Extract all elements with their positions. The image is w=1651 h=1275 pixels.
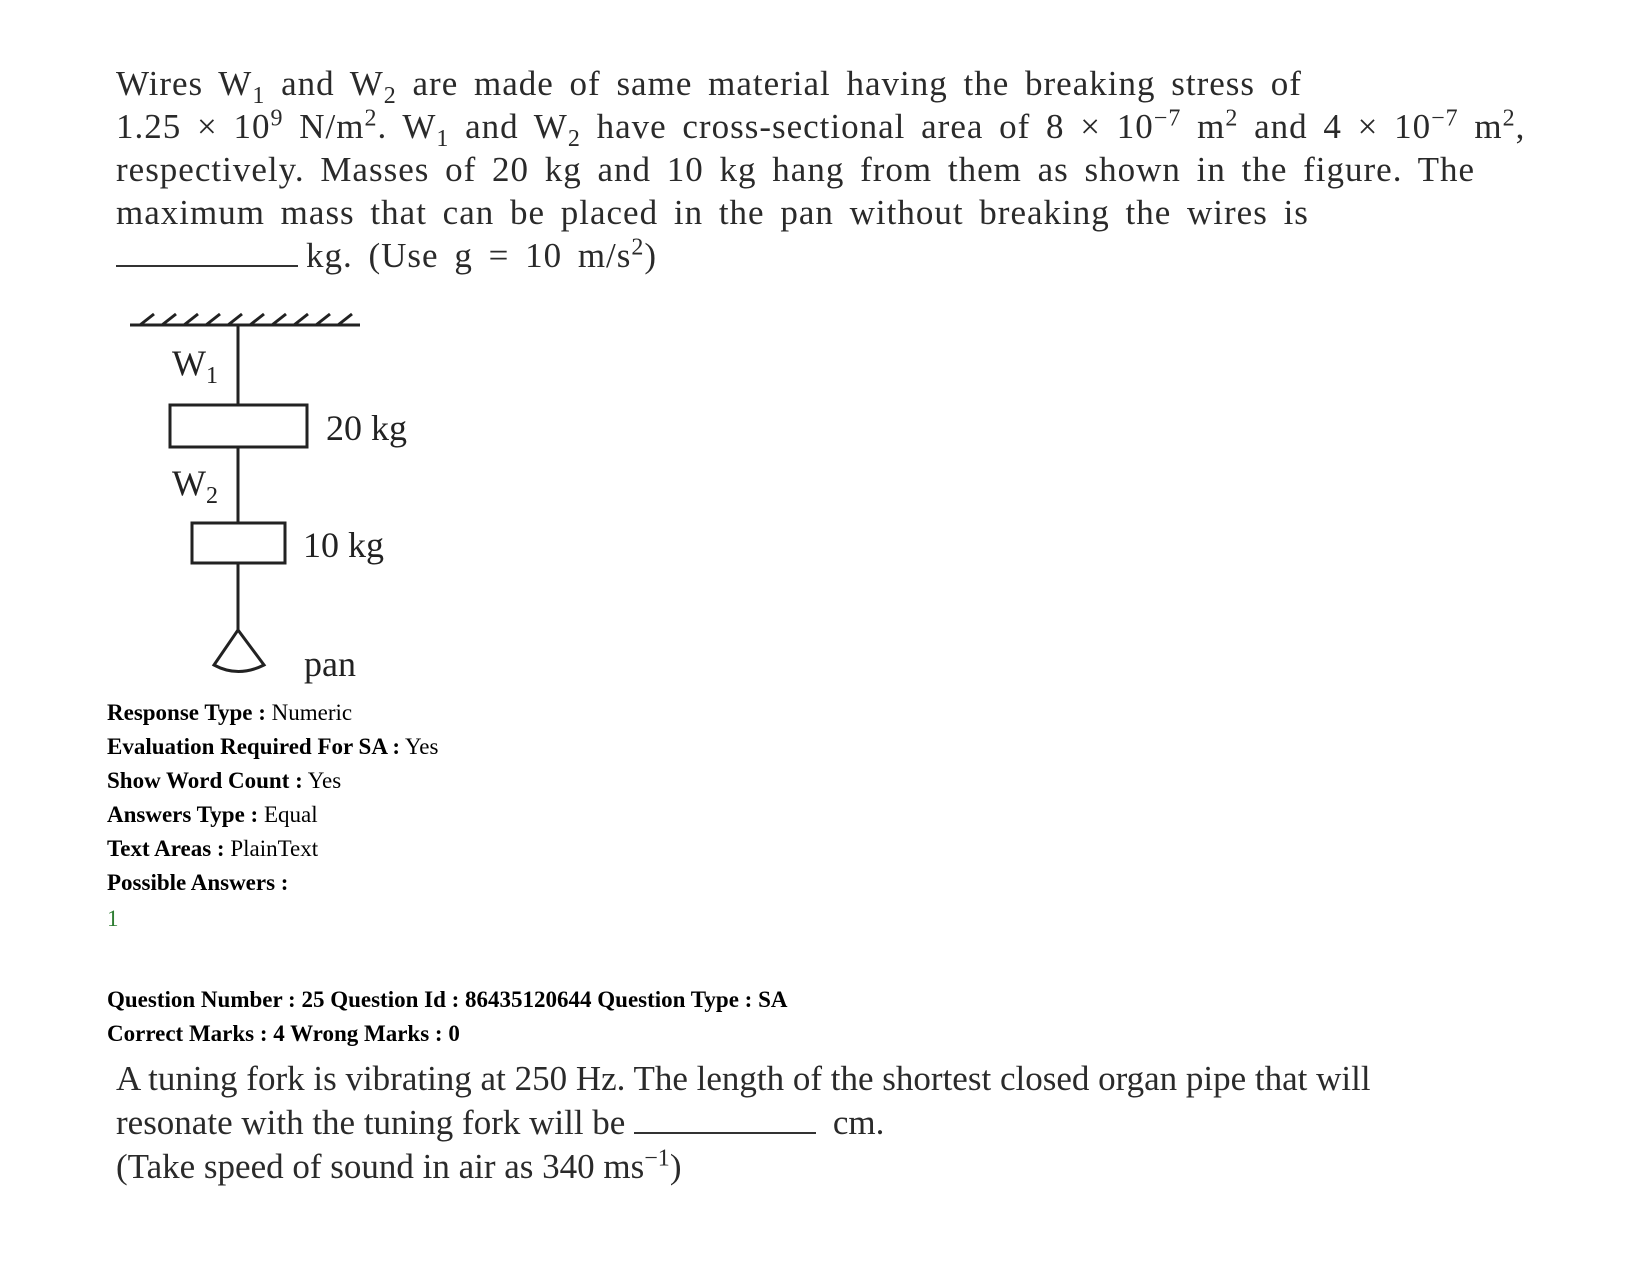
question-25-header (107, 983, 788, 1051)
pan-shape (214, 630, 264, 672)
ceiling-support (130, 314, 360, 325)
word-count-row: Show Word Count : Yes (107, 768, 342, 793)
pan-label: pan (304, 644, 356, 684)
q24-line-2: $1.25 \times 10^9$ $N/m^2$. $W_1$ and $W_2$ have cross-sectional area of $8 \times 10^{-7}$ $m^2$ and $4 \times 10^{-7}$ $m^2$, (116, 105, 1526, 152)
q25-line-1: A tuning fork is vibrating at 250 Hz. The length of the shortest closed organ pipe that will (116, 1059, 1371, 1098)
answer-blank (116, 265, 298, 267)
marks-row: Correct Marks : 4 Wrong Marks : 0 (107, 1021, 460, 1046)
w1-label: $W_1$ (172, 343, 218, 389)
evaluation-row: Evaluation Required For SA : Yes (107, 734, 439, 759)
response-type-row: Response Type : Numeric (107, 700, 353, 725)
q24-line-5: kg. (Use g = 10 $m/s^2$) (116, 234, 1586, 277)
question-25-text (116, 1057, 1586, 1189)
q24-line-4: maximum mass that can be placed in the pan without breaking the wires is (116, 193, 1309, 232)
answers-type-row: Answers Type : Equal (107, 802, 318, 827)
question-24-text (116, 62, 1586, 277)
q25-line-3: (Take speed of sound in air as 340 $ms^{-1}$) (116, 1145, 682, 1186)
w2-label: $W_2$ (172, 463, 218, 509)
q24-line-3: respectively. Masses of 20 kg and 10 kg hang from them as shown in the figure. The (116, 150, 1475, 189)
question-number-row: Question Number : 25 Question Id : 86435120644 Question Type : SA (107, 987, 788, 1012)
wire-mass-figure (120, 300, 440, 690)
possible-answers-row: Possible Answers : (107, 870, 289, 895)
mass-20kg-label: 20 kg (326, 408, 407, 448)
answer-blank (634, 1132, 816, 1134)
mass-10kg-block (192, 523, 285, 563)
question-meta (107, 696, 438, 900)
q25-line-2: resonate with the tuning fork will be cm. (116, 1103, 885, 1142)
mass-20kg-block (170, 405, 307, 447)
text-areas-row: Text Areas : PlainText (107, 836, 319, 861)
q24-line-1: Wires $W_1$ and $W_2$ are made of same material having the breaking stress of (116, 64, 1302, 109)
mass-10kg-label: 10 kg (303, 525, 384, 565)
possible-answer-value: 1 (107, 906, 119, 931)
